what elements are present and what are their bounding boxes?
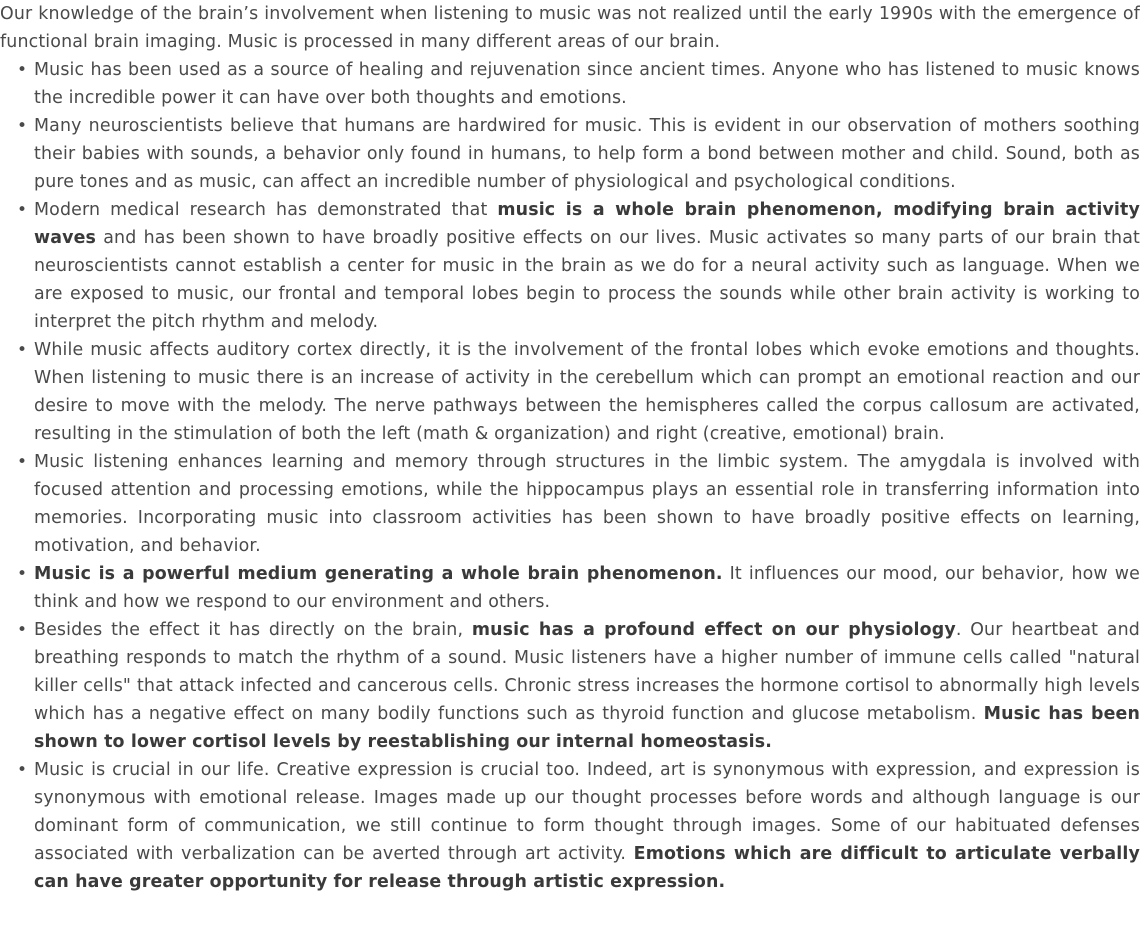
list-item-emphasis: Emotions which are difficult to articulate verbally can have greater opportunity for release through artistic expression. (34, 844, 1140, 892)
list-item-text: Music is crucial in our life. Creative expression is crucial too. Indeed, art is synonymous with expression, and expression is synonymous with emotional release. Images made up our thought processes before words and although language is our dominant form of communication, we still continue to form thought through images. Some of our habituated defenses associated with verbalization can be averted through art activity. (34, 760, 1140, 864)
bullet-icon: • (17, 340, 28, 360)
list-item-emphasis: Music has been shown to lower cortisol levels by reestablishing our internal homeostasis. (34, 704, 1140, 752)
intro-paragraph: Our knowledge of the brain’s involvement when listening to music was not realized until the early 1990s with the emergence of functional brain imaging. Music is processed in many different areas of our brain. (0, 4, 1140, 52)
list-item-text: . Our heartbeat and breathing responds to match the rhythm of a sound. Music listeners have a higher number of immune cells called "natural killer cells" that attack infected and cancerous cells. Chronic stress increases the hormone cortisol to abnormally high levels which has a negative effect on many bodily functions such as thyroid function and glucose metabolism. (34, 620, 1140, 724)
list-item-emphasis: Music is a powerful medium generating a whole brain phenomenon. (34, 564, 723, 584)
list-item-text: While music affects auditory cortex directly, it is the involvement of the frontal lobes which evoke emotions and thoughts. When listening to music there is an increase of activity in the cerebellum which can prompt an emotional reaction and our desire to move with the melody. The nerve pathways between the hemispheres called the corpus callosum are activated, resulting in the stimulation of both the left (math & organization) and right (creative, emotional) brain. (34, 340, 1140, 444)
list-item (0, 560, 1140, 616)
list-item (0, 448, 1140, 560)
bullet-icon: • (17, 116, 28, 136)
list-item-text: It influences our mood, our behavior, how we think and how we respond to our environment and others. (34, 564, 1140, 612)
bullet-icon: • (17, 760, 28, 780)
bullet-icon: • (17, 200, 28, 220)
list-item (0, 616, 1140, 756)
bullet-icon: • (17, 60, 28, 80)
list-item (0, 196, 1140, 336)
list-item (0, 756, 1140, 896)
list-item-text: Many neuroscientists believe that humans are hardwired for music. This is evident in our observation of mothers soothing their babies with sounds, a behavior only found in humans, to help form a bond between mother and child. Sound, both as pure tones and as music, can affect an incredible number of physiological and psychological conditions. (34, 116, 1140, 192)
list-item (0, 112, 1140, 196)
list-item-text: Besides the effect it has directly on the brain, (34, 620, 472, 640)
list-item-text: Music listening enhances learning and memory through structures in the limbic system. The amygdala is involved with focused attention and processing emotions, while the hippocampus plays an essential role in transferring information into memories. Incorporating music into classroom activities has been shown to have broadly positive effects on learning, motivation, and behavior. (34, 452, 1140, 556)
list-item-text: and has been shown to have broadly positive effects on our lives. Music activates so many parts of our brain that neuroscientists cannot establish a center for music in the brain as we do for a neural activity such as language. When we are exposed to music, our frontal and temporal lobes begin to process the sounds while other brain activity is working to interpret the pitch rhythm and melody. (34, 228, 1140, 332)
list-item-emphasis: music is a whole brain phenomenon, modifying brain activity waves (34, 200, 1140, 248)
bullet-icon: • (17, 564, 28, 584)
bullet-icon: • (17, 452, 28, 472)
bullet-list (0, 56, 1140, 896)
list-item-text: Music has been used as a source of healing and rejuvenation since ancient times. Anyone who has listened to music knows the incredible power it can have over both thoughts and emotions. (34, 60, 1140, 108)
list-item (0, 336, 1140, 448)
list-item-emphasis: music has a profound effect on our physiology (471, 620, 956, 640)
list-item (0, 56, 1140, 112)
bullet-icon: • (17, 620, 28, 640)
list-item-text: Modern medical research has demonstrated that (34, 200, 498, 220)
